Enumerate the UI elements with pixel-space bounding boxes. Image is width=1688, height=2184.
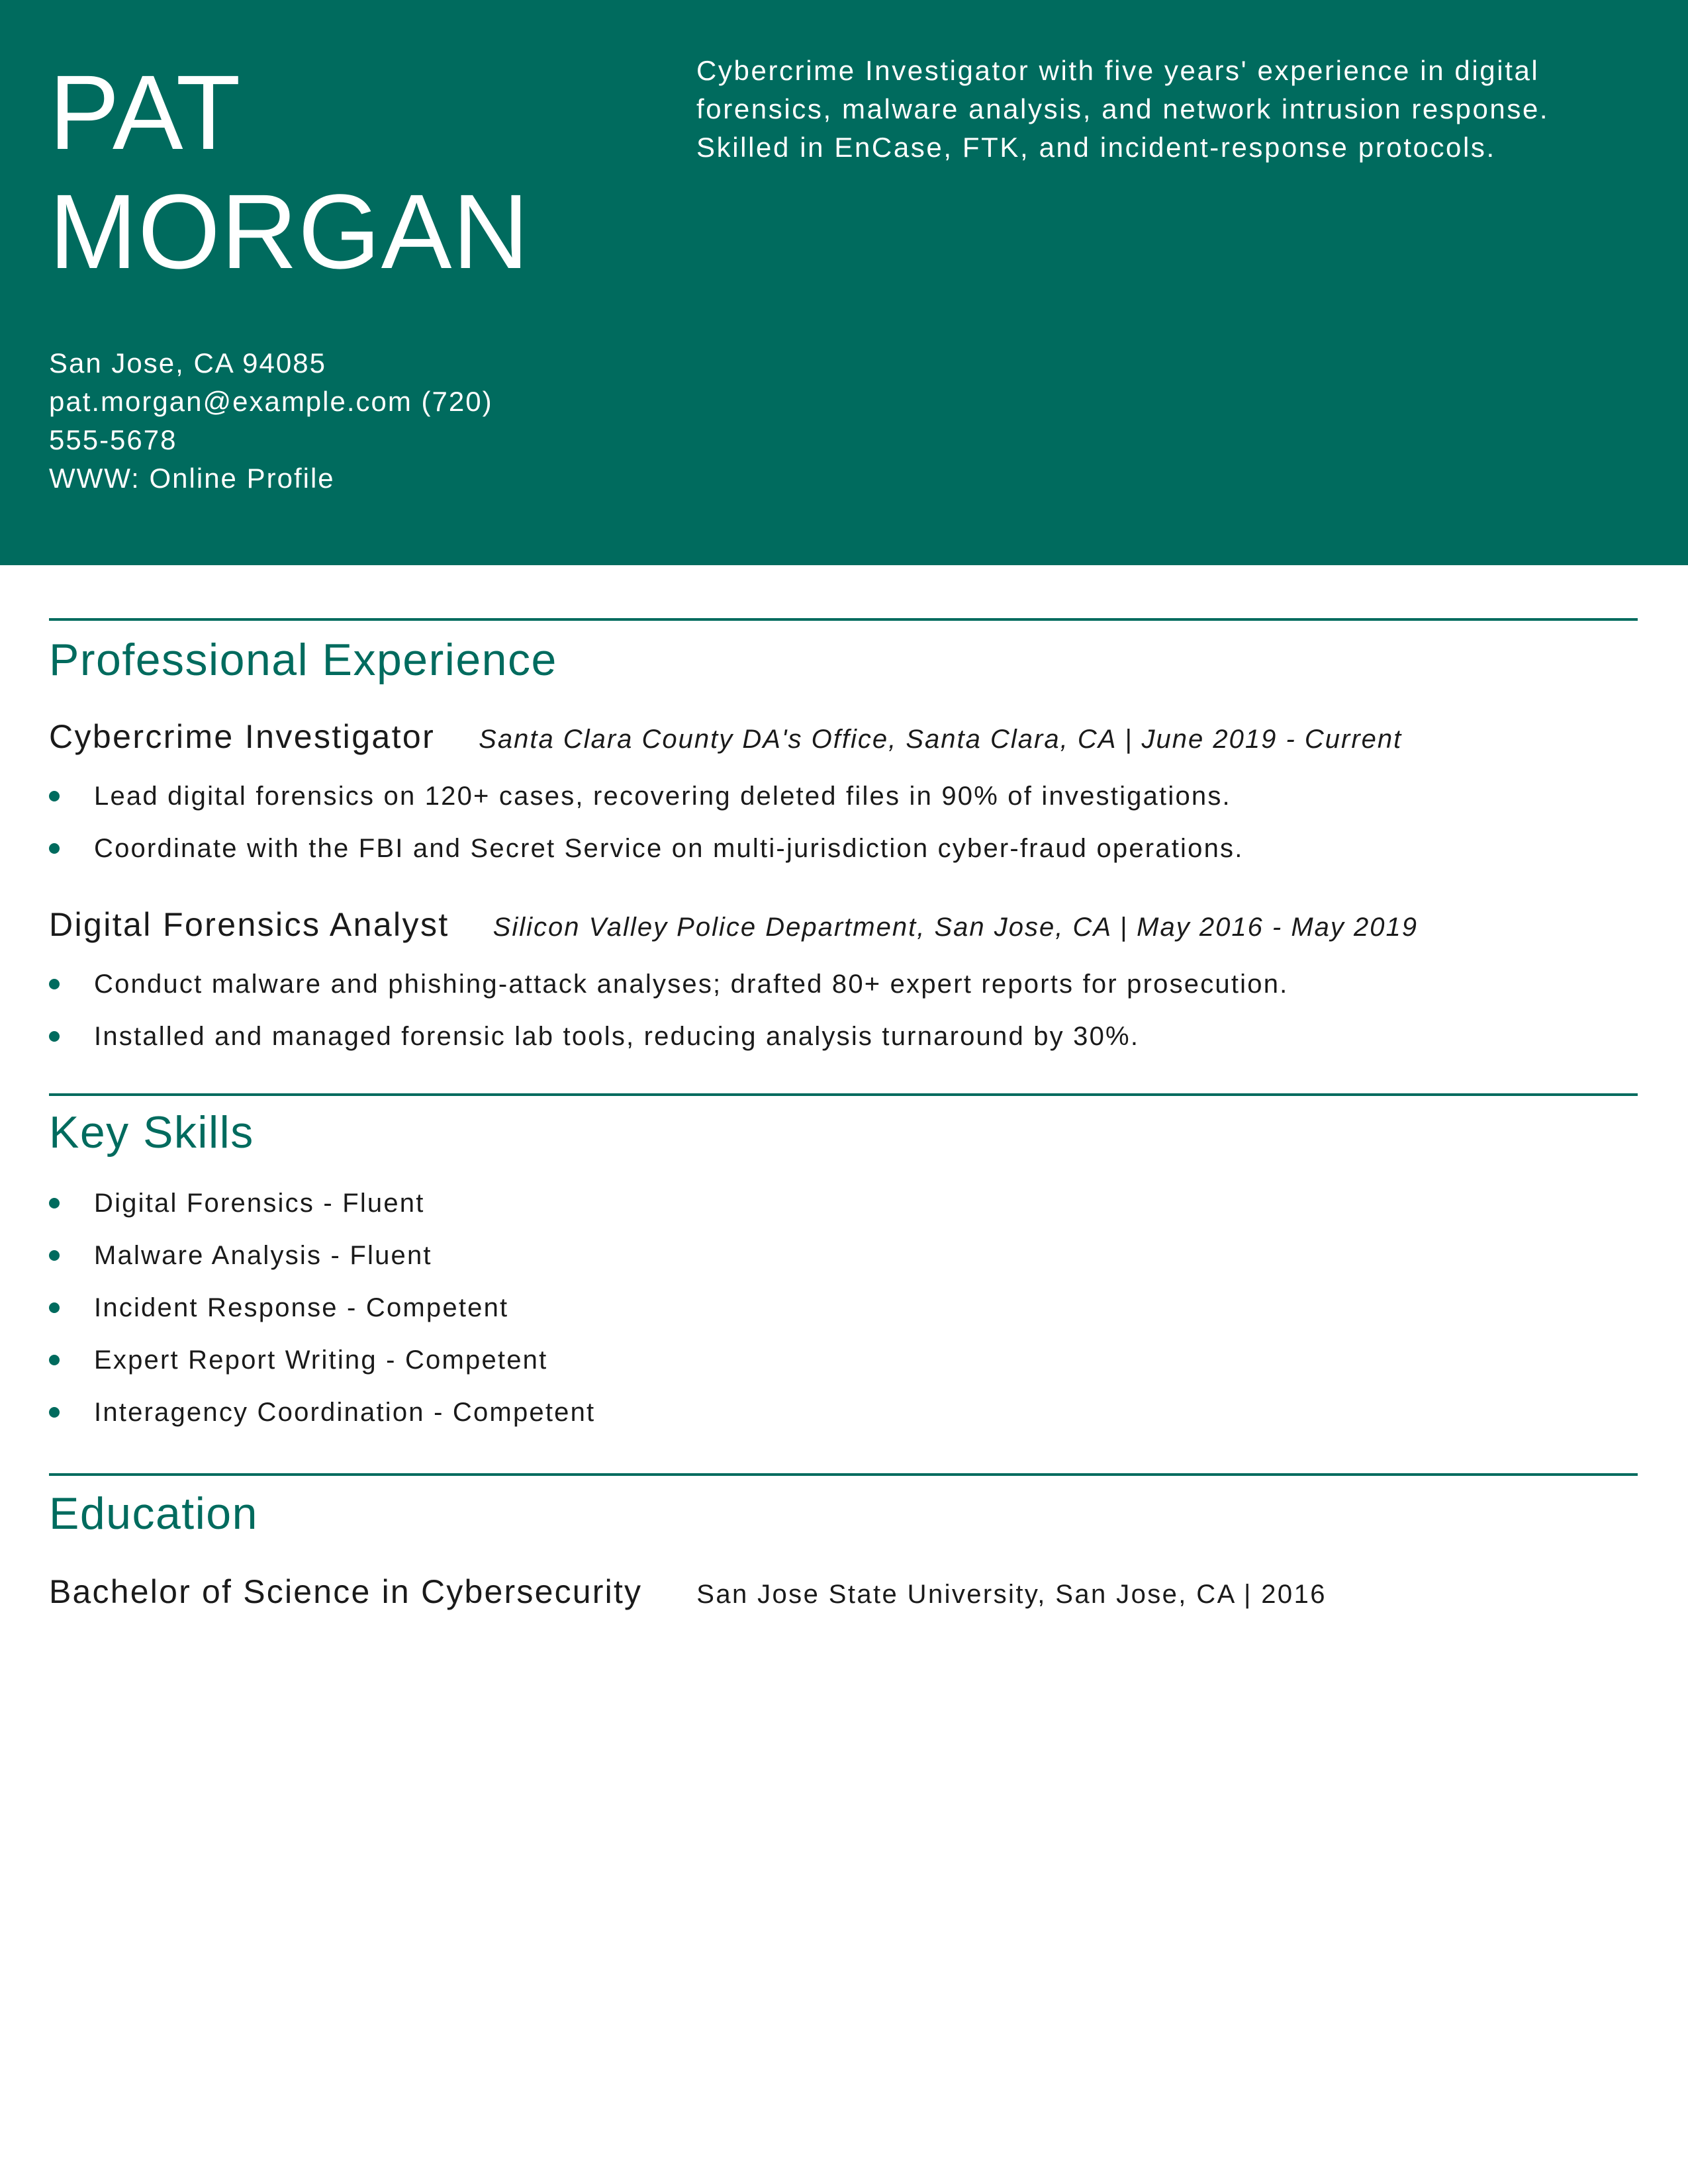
list-item: Interagency Coordination - Competent bbox=[49, 1396, 595, 1449]
job-employer-dates: Silicon Valley Police Department, San Jose, CA | May 2016 - May 2019 bbox=[492, 913, 1419, 942]
list-item: Incident Response - Competent bbox=[49, 1292, 595, 1344]
bullet-icon bbox=[49, 1198, 60, 1208]
job-header bbox=[49, 717, 1402, 756]
job-bullets bbox=[49, 968, 1288, 1073]
contact-address: San Jose, CA 94085 bbox=[49, 347, 326, 379]
experience-section bbox=[49, 618, 1638, 1055]
list-item: Digital Forensics - Fluent bbox=[49, 1187, 595, 1240]
job-bullets bbox=[49, 780, 1244, 885]
bullet-icon bbox=[49, 843, 60, 854]
job-title: Cybercrime Investigator bbox=[49, 718, 436, 755]
section-title-experience: Professional Experience bbox=[49, 635, 557, 685]
bullet-icon bbox=[49, 1031, 60, 1042]
list-item: Installed and managed forensic lab tools, reducing analysis turnaround by 30%. bbox=[49, 1021, 1288, 1073]
bullet-icon bbox=[49, 1355, 60, 1365]
job-title: Digital Forensics Analyst bbox=[49, 906, 449, 943]
bullet-icon bbox=[49, 1407, 60, 1418]
education-section bbox=[49, 1473, 1638, 1632]
education-entry bbox=[49, 1572, 1327, 1611]
list-item: Malware Analysis - Fluent bbox=[49, 1240, 595, 1292]
section-title-education: Education bbox=[49, 1488, 258, 1539]
list-item: Coordinate with the FBI and Secret Service on multi-jurisdiction cyber-fraud operations. bbox=[49, 833, 1244, 885]
contact-email-phone[interactable]: pat.morgan@example.com (720) bbox=[49, 386, 493, 417]
section-title-skills: Key Skills bbox=[49, 1107, 254, 1158]
resume-header bbox=[0, 0, 1688, 565]
job-employer-dates: Santa Clara County DA's Office, Santa Clara, CA | June 2019 - Current bbox=[479, 725, 1403, 754]
section-divider bbox=[49, 618, 1638, 621]
contact-info bbox=[49, 344, 552, 498]
contact-phone-continued: 555-5678 bbox=[49, 424, 177, 455]
bullet-icon bbox=[49, 791, 60, 801]
list-item: Lead digital forensics on 120+ cases, recovering deleted files in 90% of investigations. bbox=[49, 780, 1244, 833]
bullet-icon bbox=[49, 1250, 60, 1261]
section-divider bbox=[49, 1473, 1638, 1476]
skills-section bbox=[49, 1093, 1638, 1451]
professional-summary: Cybercrime Investigator with five years' experience in digital forensics, malware analysis, and network intrusion response. Skilled in EnCase, FTK, and incident-response protocols. bbox=[696, 55, 1550, 163]
contact-website[interactable]: WWW: Online Profile bbox=[49, 463, 335, 494]
skills-list bbox=[49, 1187, 595, 1449]
section-divider bbox=[49, 1093, 1638, 1096]
list-item: Expert Report Writing - Competent bbox=[49, 1344, 595, 1396]
candidate-name bbox=[49, 53, 645, 291]
job-header bbox=[49, 905, 1418, 944]
education-school-year: San Jose State University, San Jose, CA | 2016 bbox=[696, 1580, 1327, 1609]
education-degree: Bachelor of Science in Cybersecurity bbox=[49, 1573, 643, 1610]
first-name: PAT bbox=[49, 53, 242, 171]
list-item: Conduct malware and phishing-attack analyses; drafted 80+ expert reports for prosecution. bbox=[49, 968, 1288, 1021]
last-name: MORGAN bbox=[49, 172, 530, 291]
bullet-icon bbox=[49, 979, 60, 989]
bullet-icon bbox=[49, 1302, 60, 1313]
